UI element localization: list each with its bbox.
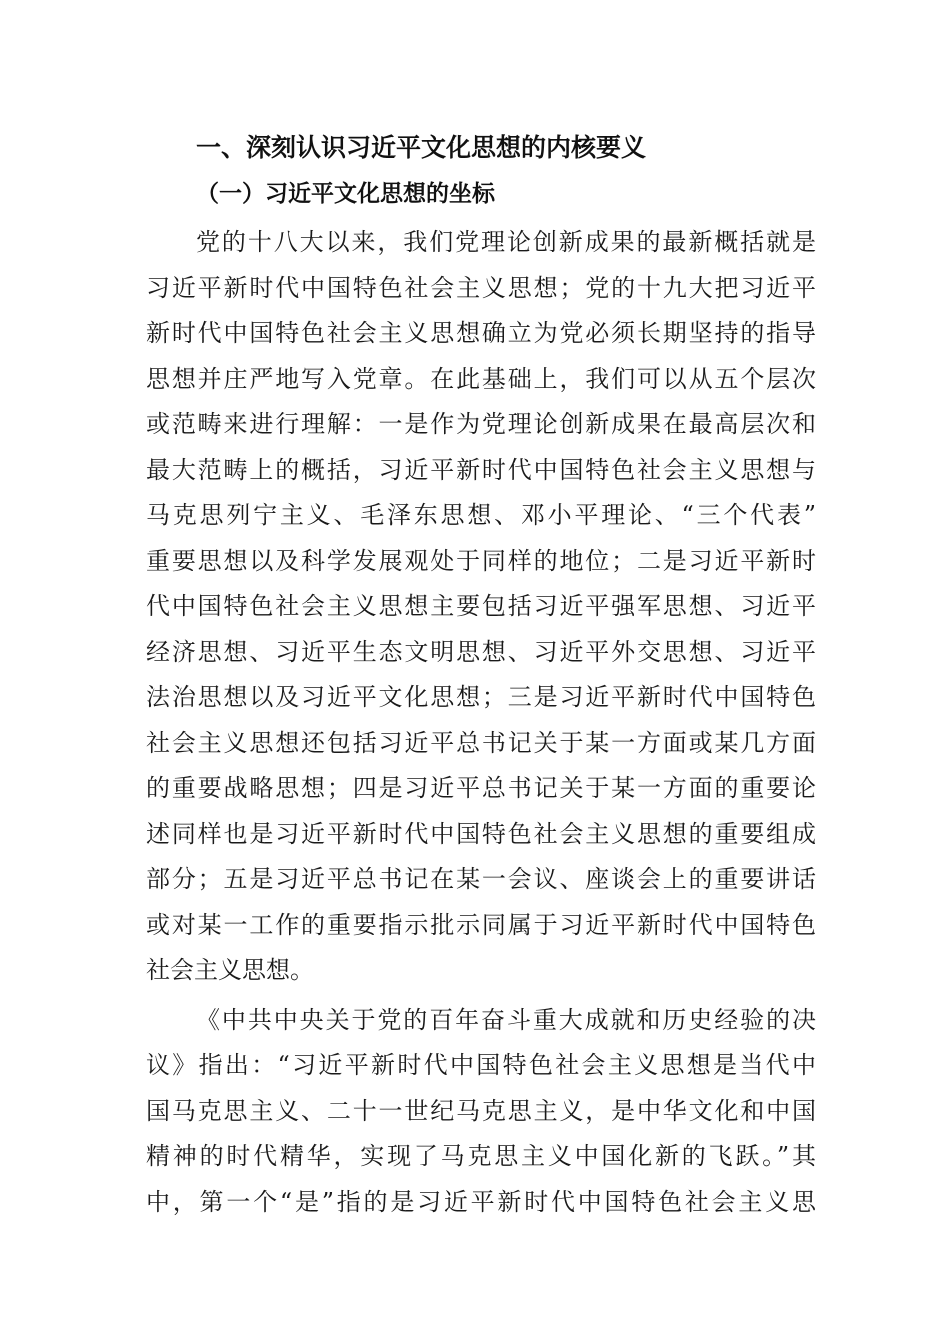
body-text — [146, 220, 816, 1225]
text-line: 经济思想、习近平生态文明思想、习近平外交思想、习近平 — [146, 637, 816, 666]
text-line: 马克思列宁主义、毛泽东思想、邓小平理论、“三个代表” — [146, 501, 816, 529]
text-line: 思想并庄严地写入党章。在此基础上，我们可以从五个层次 — [146, 364, 816, 393]
text-line: 法治思想以及习近平文化思想；三是习近平新时代中国特色 — [146, 683, 816, 711]
paragraph-2 — [146, 998, 816, 1226]
subsection-heading: （一）习近平文化思想的坐标 — [196, 180, 495, 207]
text-line: 习近平新时代中国特色社会主义思想；党的十九大把习近平 — [146, 273, 816, 302]
paragraph-1 — [146, 220, 816, 994]
text-line: 部分；五是习近平总书记在某一会议、座谈会上的重要讲话 — [146, 865, 816, 893]
text-line: 社会主义思想还包括习近平总书记关于某一方面或某几方面 — [146, 728, 816, 757]
text-line: 党的十八大以来，我们党理论创新成果的最新概括就是 — [196, 228, 816, 256]
text-line: 《中共中央关于党的百年奋斗重大成就和历史经验的决 — [196, 1005, 816, 1034]
text-line: 中，第一个“是”指的是习近平新时代中国特色社会主义思 — [146, 1187, 816, 1216]
text-line: 国马克思主义、二十一世纪马克思主义，是中华文化和中国 — [146, 1096, 816, 1125]
text-line: 或范畴来进行理解：一是作为党理论创新成果在最高层次和 — [146, 410, 816, 438]
text-line: 重要思想以及科学发展观处于同样的地位；二是习近平新时 — [146, 546, 816, 575]
section-heading: 一、深刻认识习近平文化思想的内核要义 — [196, 133, 647, 162]
text-line: 最大范畴上的概括，习近平新时代中国特色社会主义思想与 — [146, 455, 816, 484]
text-line: 精神的时代精华，实现了马克思主义中国化新的飞跃。”其 — [146, 1142, 816, 1170]
text-line: 新时代中国特色社会主义思想确立为党必须长期坚持的指导 — [146, 319, 816, 347]
text-line: 述同样也是习近平新时代中国特色社会主义思想的重要组成 — [146, 819, 816, 848]
text-line: 的重要战略思想；四是习近平总书记关于某一方面的重要论 — [146, 774, 816, 802]
text-line: 或对某一工作的重要指示批示同属于习近平新时代中国特色 — [146, 910, 816, 939]
text-line: 代中国特色社会主义思想主要包括习近平强军思想、习近平 — [146, 592, 816, 620]
text-line: 社会主义思想。 — [146, 956, 314, 984]
text-line: 议》指出：“习近平新时代中国特色社会主义思想是当代中 — [146, 1051, 816, 1079]
